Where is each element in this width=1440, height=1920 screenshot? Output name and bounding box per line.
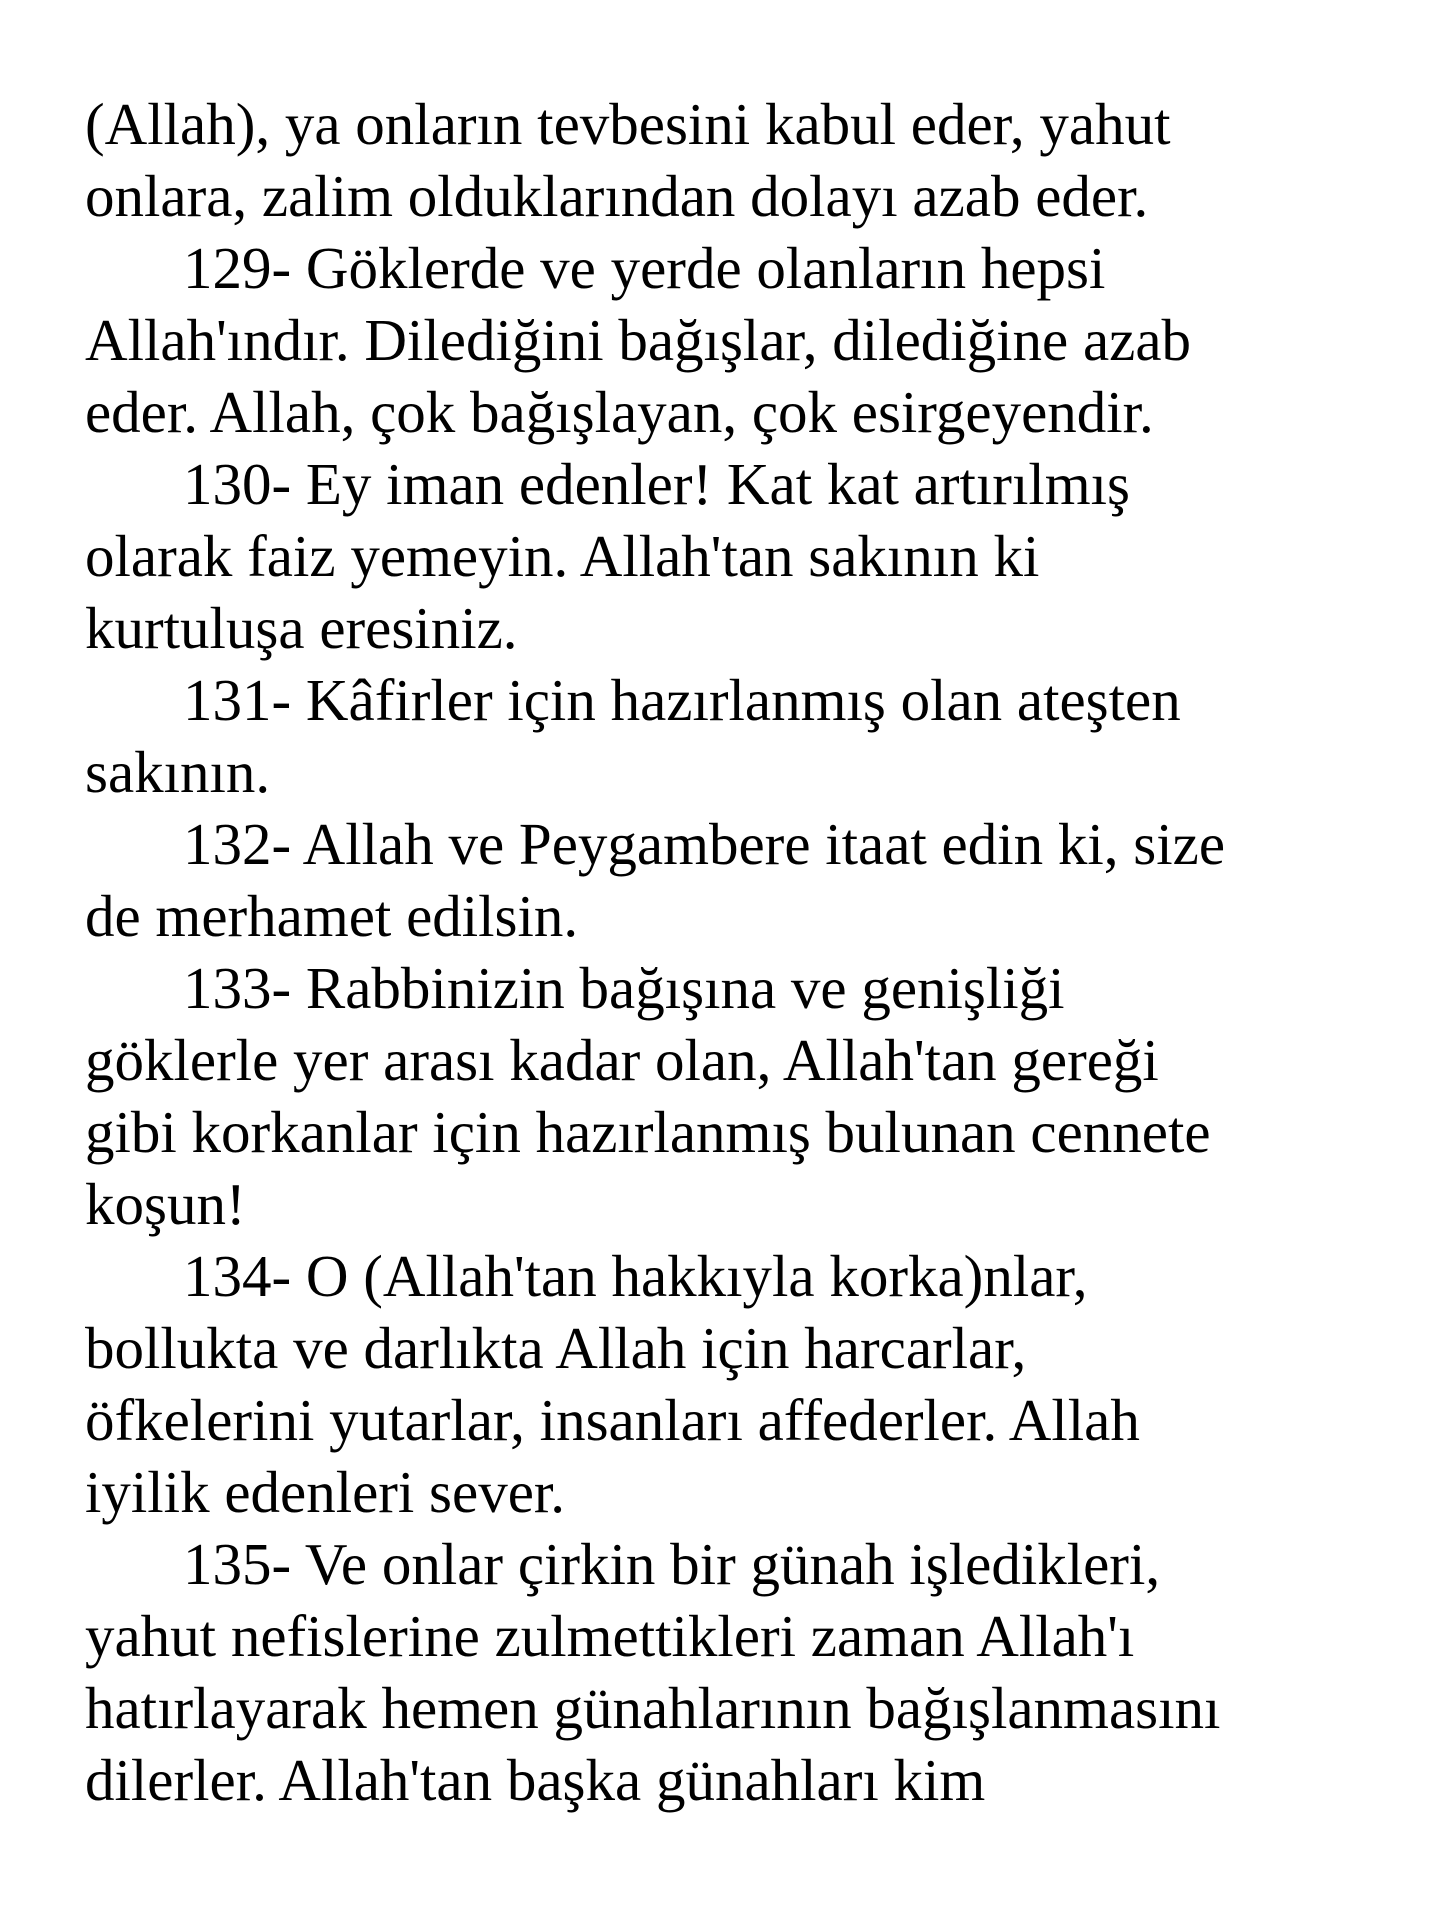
text-line: (Allah), ya onların tevbesini kabul eder, yahut — [85, 91, 1171, 157]
text-line: gibi korkanlar için hazırlanmış bulunan cennete — [85, 1099, 1211, 1165]
text-line: de merhamet edilsin. — [85, 883, 579, 949]
text-line: koşun! — [85, 1171, 246, 1237]
text-line: dilerler. Allah'tan başka günahları kim — [85, 1747, 986, 1813]
text-line: Allah'ındır. Dilediğini bağışlar, dilediğine azab — [85, 307, 1192, 373]
verse-start-line: 133- Rabbinizin bağışına ve genişliği — [183, 955, 1065, 1021]
text-line: kurtuluşa eresiniz. — [85, 595, 518, 661]
verse-start-line: 134- O (Allah'tan hakkıyla korka)nlar, — [183, 1243, 1088, 1309]
text-line: hatırlayarak hemen günahlarının bağışlanmasını — [85, 1675, 1221, 1741]
verse-start-line: 132- Allah ve Peygambere itaat edin ki, size — [183, 811, 1226, 877]
text-line: iyilik edenleri sever. — [85, 1459, 566, 1525]
text-line: öfkelerini yutarlar, insanları affederler. Allah — [85, 1387, 1140, 1453]
text-line: sakının. — [85, 739, 271, 805]
verse-start-line: 135- Ve onlar çirkin bir günah işledikleri, — [183, 1531, 1161, 1597]
text-line: göklerle yer arası kadar olan, Allah'tan gereği — [85, 1027, 1159, 1093]
verse-start-line: 131- Kâfirler için hazırlanmış olan ateşten — [183, 667, 1181, 733]
text-line: bollukta ve darlıkta Allah için harcarlar, — [85, 1315, 1027, 1381]
text-line: eder. Allah, çok bağışlayan, çok esirgeyendir. — [85, 379, 1154, 445]
text-line: onlara, zalim olduklarından dolayı azab eder. — [85, 163, 1149, 229]
verse-start-line: 129- Göklerde ve yerde olanların hepsi — [183, 235, 1106, 301]
text-line: yahut nefislerine zulmettikleri zaman Allah'ı — [85, 1603, 1135, 1669]
verse-start-line: 130- Ey iman edenler! Kat kat artırılmış — [183, 451, 1130, 517]
text-line: olarak faiz yemeyin. Allah'tan sakının ki — [85, 523, 1040, 589]
document-text — [85, 88, 1385, 1816]
